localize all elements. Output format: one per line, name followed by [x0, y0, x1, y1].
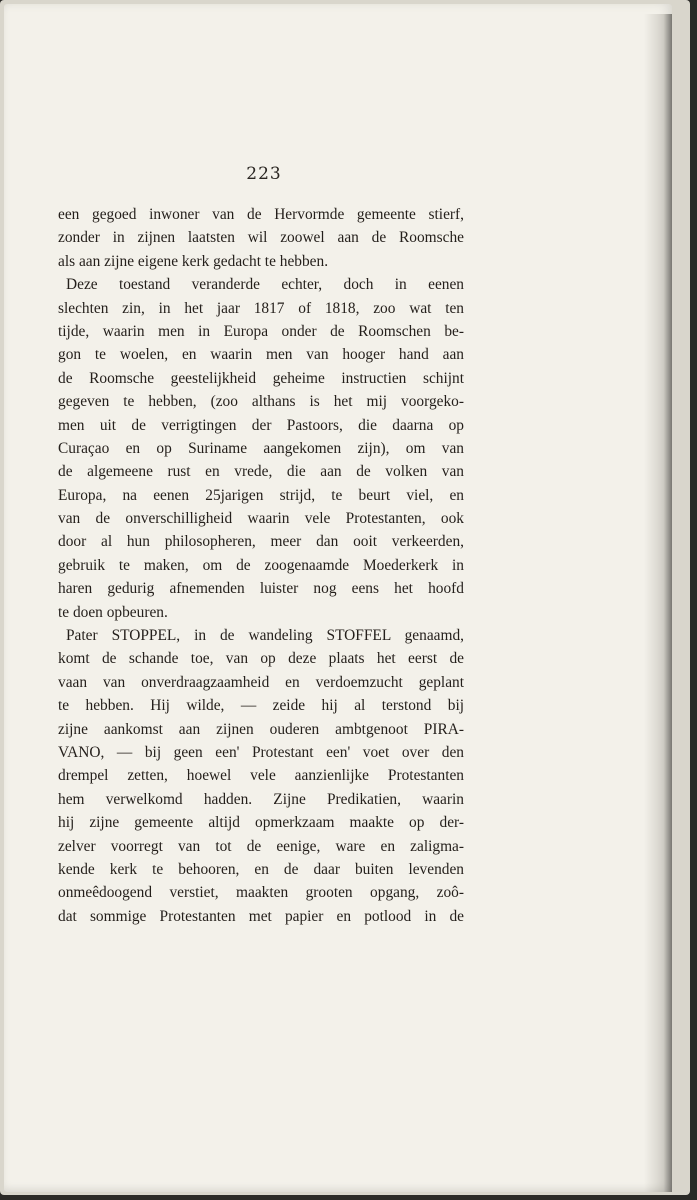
- text-line: de algemeene rust en vrede, die aan de volken van: [58, 463, 464, 481]
- text-line: dat sommige Protestanten met papier en potlood in de: [58, 907, 464, 925]
- text-line: onmeêdoogend verstiet, maakten grooten opgang, zoô-: [58, 884, 464, 902]
- page-number: 223: [246, 164, 282, 184]
- text-line: te hebben. Hij wilde, — zeide hij al terstond bij: [58, 697, 464, 715]
- text-line: hem verwelkomd hadden. Zijne Predikatien, waarin: [58, 790, 464, 808]
- text-line: als aan zijne eigene kerk gedacht te hebben.: [58, 252, 329, 270]
- text-line: gebruik te maken, om de zoogenaamde Moederkerk in: [58, 556, 464, 574]
- body-text: [58, 203, 464, 928]
- text-line: de Roomsche geestelijkheid geheime instructien schijnt: [58, 369, 464, 387]
- text-line: komt de schande toe, van op deze plaats het eerst de: [58, 650, 464, 668]
- text-line: zijne aankomst aan zijnen ouderen ambtgenoot PIRA-: [58, 720, 464, 738]
- text-line: gon te woelen, en waarin men van hooger hand aan: [58, 346, 464, 364]
- text-line: VANO, — bij geen een' Protestant een' voet over den: [58, 743, 464, 761]
- text-line: haren gedurig afnemenden luister nog eens het hoofd: [58, 580, 464, 598]
- text-line: van de onverschilligheid waarin vele Protestanten, ook: [58, 510, 464, 528]
- text-line: kende kerk te behooren, en de daar buiten levenden: [58, 860, 464, 878]
- text-line: gegeven te hebben, (zoo althans is het mij voorgeko-: [58, 393, 464, 411]
- text-line: tijde, waarin men in Europa onder de Roomschen be-: [58, 322, 464, 340]
- text-line: drempel zetten, hoewel vele aanzienlijke Protestanten: [58, 767, 464, 785]
- text-line: door al hun philosopheren, meer dan ooit verkeerden,: [58, 533, 464, 551]
- text-line: te doen opbeuren.: [58, 603, 168, 621]
- text-line: een gegoed inwoner van de Hervormde gemeente stierf,: [58, 206, 464, 223]
- text-line: zonder in zijnen laatsten wil zoowel aan de Roomsche: [58, 229, 464, 247]
- text-line: hij zijne gemeente altijd opmerkzaam maakte op der-: [58, 814, 464, 832]
- text-line: vaan van onverdraagzaamheid en verdoemzucht geplant: [58, 673, 464, 691]
- page-edge-shadow: [644, 14, 672, 1192]
- text-line: Deze toestand veranderde echter, doch in eenen: [66, 276, 464, 294]
- text-line: men uit de verrigtingen der Pastoors, die daarna op: [58, 416, 464, 434]
- text-line: slechten zin, in het jaar 1817 of 1818, zoo wat ten: [58, 299, 464, 317]
- page-sheet: [4, 4, 672, 1192]
- text-line: Pater STOPPEL, in de wandeling STOFFEL genaamd,: [66, 627, 464, 645]
- text-line: Curaçao en op Suriname aangekomen zijn), om van: [58, 439, 464, 457]
- text-line: zelver voorregt van tot de eenige, ware en zaligma-: [58, 837, 464, 855]
- text-line: Europa, na eenen 25jarigen strijd, te beurt viel, en: [58, 486, 464, 504]
